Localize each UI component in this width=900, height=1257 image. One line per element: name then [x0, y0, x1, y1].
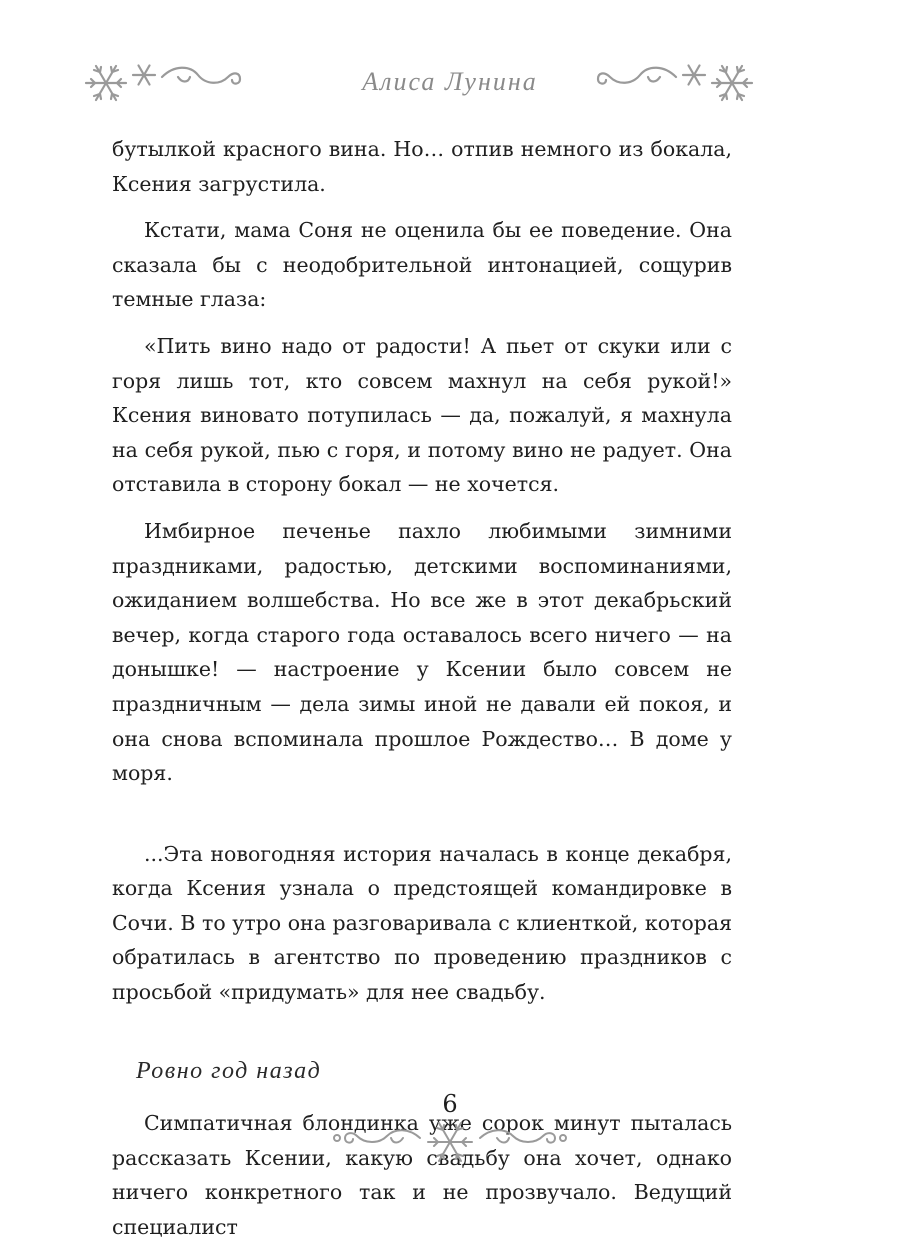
snowflake-ornament-footer-icon: [325, 1118, 575, 1168]
paragraph: Имбирное печенье пахло любимыми зимними праздниками, радостью, детскими воспоминаниями, ожиданием волшебства. Но все же в этот декабрьский вечер, когда старого года оставалось всего ничего — на донышке! — настроение у Ксении было совсем не праздничным — дела зимы иной не давали ей покоя, и она снова вспоминала прошлое Рождество… В доме у моря.: [112, 518, 732, 786]
paragraph: ...Эта новогодняя история началась в конце декабря, когда Ксения узнала о предстоящей командировке в Сочи. В то утро она разговаривала с клиенткой, которая обратилась в агентство по проведению праздников с просьбой «придумать» для нее свадьбу.: [112, 841, 732, 1005]
running-header: [0, 55, 900, 115]
section-heading: Ровно год назад: [136, 1057, 322, 1084]
snowflake-ornament-right-icon: [590, 55, 760, 111]
paragraph: «Пить вино надо от радости! А пьет от скуки или с горя лишь тот, кто совсем махнул на себя рукой!» Ксения виновато потупилась — да, пожалуй, я махнула на себя рукой, пью с горя, и потому вино не радует. Она отставила в сторону бокал — не хочется.: [112, 333, 732, 497]
running-title: Алиса Лунина: [362, 67, 538, 96]
page-number: 6: [442, 1090, 458, 1118]
paragraph: Кстати, мама Соня не оценила бы ее поведение. Она сказала бы с неодобрительной интонацией, сощурив темные глаза:: [112, 218, 732, 312]
page-body: [112, 132, 732, 1257]
paragraph: Симпатичная блондинка уже сорок минут пыталась рассказать Ксении, какую свадьбу она хочет, однако ничего конкретного так и не прозвучало. Ведущий специалист: [112, 1111, 732, 1240]
paragraph: бутылкой красного вина. Но… отпив немного из бокала, Ксения загрустила.: [112, 137, 732, 196]
